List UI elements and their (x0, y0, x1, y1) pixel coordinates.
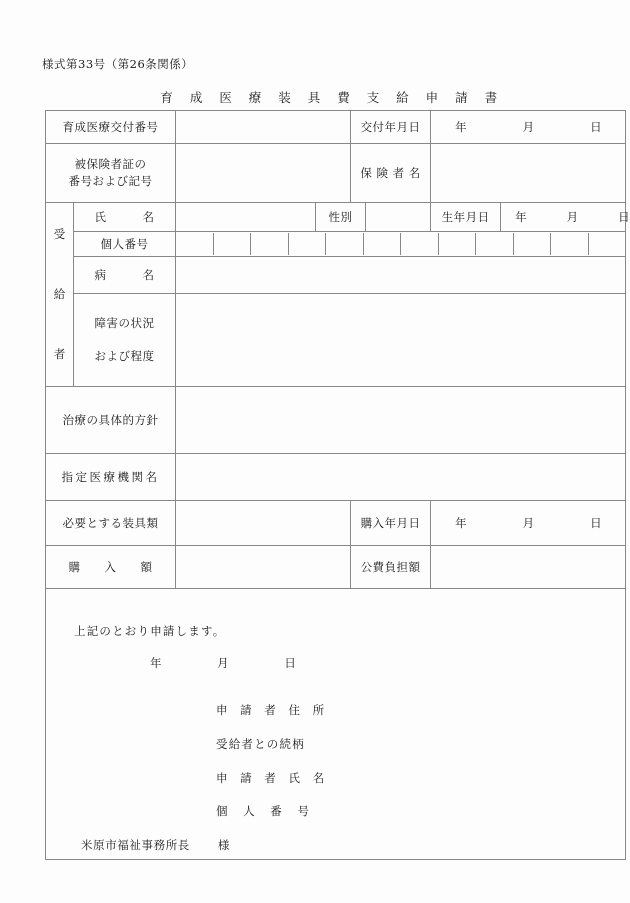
applicant-name-label: 申 請 者 氏 名 (216, 771, 329, 785)
label-recipient-name: 氏 名 (74, 203, 176, 232)
field-designated-institution[interactable] (176, 454, 626, 501)
birthdate-month-label: 月 (566, 210, 579, 224)
label-required-equipment: 必要とする装具類 (46, 501, 176, 546)
field-required-equipment[interactable] (176, 501, 351, 546)
form-number: 様式第33号（第26条関係） (42, 57, 194, 71)
label-grant-date: 交付年月日 (351, 111, 431, 144)
table-row-disease (46, 257, 626, 294)
table-row-institution (46, 454, 626, 501)
grant-date-month-label: 月 (522, 120, 535, 134)
field-mynumber-boxes[interactable] (176, 232, 626, 257)
mynumber-box[interactable] (251, 233, 289, 255)
mynumber-box[interactable] (289, 233, 327, 255)
declaration-block (46, 589, 626, 860)
label-recipient-vertical (46, 203, 74, 387)
field-insurer-name[interactable] (431, 144, 626, 203)
declaration-inner (46, 589, 625, 859)
declaration-date-month-label: 月 (217, 656, 229, 670)
birthdate-year-label: 年 (515, 210, 527, 224)
declaration-date-line (150, 655, 296, 671)
applicant-address-label: 申 請 者 住 所 (216, 703, 329, 717)
mynumber-box[interactable] (176, 233, 214, 255)
purchase-date-year-label: 年 (455, 516, 467, 530)
addressee-honorific: 様 (217, 838, 231, 852)
table-row-declaration (46, 589, 626, 860)
label-mynumber: 個人番号 (74, 232, 176, 257)
declaration-date-year-label: 年 (150, 656, 162, 670)
mynumber-box[interactable] (551, 233, 589, 255)
mynumber-box[interactable] (214, 233, 252, 255)
grant-date-day-label: 日 (590, 120, 602, 134)
label-disease-name: 病 名 (74, 257, 176, 294)
grant-date-year-label: 年 (455, 120, 467, 134)
page-title: 育 成 医 療 装 具 費 支 給 申 請 書 (160, 90, 504, 105)
recipient-char-2: 給 (53, 286, 66, 301)
label-disability-line1: 障害の状況 (94, 315, 155, 330)
mynumber-box[interactable] (514, 233, 552, 255)
addressee-line (81, 837, 230, 853)
table-row-insurance (46, 144, 626, 203)
mynumber-box[interactable] (589, 233, 626, 255)
label-insurer-name: 保 険 者 名 (351, 144, 431, 203)
declaration-statement: 上記のとおり申請します。 (74, 624, 226, 638)
recipient-char-3: 者 (53, 346, 66, 361)
mynumber-box[interactable] (326, 233, 364, 255)
recipient-char-1: 受 (53, 226, 66, 241)
label-disability (74, 294, 176, 387)
label-insurance-card-line1: 被保険者証の (74, 157, 147, 172)
recipient-label-stack (46, 205, 73, 385)
field-insurance-card[interactable] (176, 144, 351, 203)
label-disability-line2: および程度 (94, 349, 155, 364)
addressee-office: 米原市福祉事務所長 (81, 838, 190, 852)
field-disability[interactable] (176, 294, 626, 387)
table-row-grant-number (46, 111, 626, 144)
label-designated-institution: 指定医療機関名 (46, 454, 176, 501)
field-birthdate[interactable] (501, 203, 630, 232)
table-row-name (46, 203, 626, 232)
mynumber-box-group (176, 233, 625, 255)
table-row-amount (46, 546, 626, 589)
field-purchase-amount[interactable] (176, 546, 351, 589)
field-purchase-date[interactable] (431, 501, 626, 546)
label-insurance-card (46, 144, 176, 203)
field-grant-number[interactable] (176, 111, 351, 144)
table-row-mynumber (46, 232, 626, 257)
mynumber-box[interactable] (476, 233, 514, 255)
table-row-treatment (46, 387, 626, 454)
field-disease-name[interactable] (176, 257, 626, 294)
birthdate-line (501, 209, 630, 225)
field-grant-date[interactable] (431, 111, 626, 144)
relationship-to-recipient-label: 受給者との続柄 (216, 737, 305, 751)
label-gender: 性別 (316, 203, 366, 232)
purchase-date-day-label: 日 (590, 516, 602, 530)
label-purchase-date: 購入年月日 (351, 501, 431, 546)
applicant-mynumber-label: 個 人 番 号 (216, 804, 315, 818)
field-gender[interactable] (366, 203, 431, 232)
label-insurance-card-line2: 番号および記号 (68, 174, 153, 188)
field-recipient-name[interactable] (176, 203, 316, 232)
mynumber-box[interactable] (439, 233, 477, 255)
label-purchase-amount: 購 入 額 (46, 546, 176, 589)
purchase-date-line (431, 515, 625, 531)
field-public-subsidy[interactable] (431, 546, 626, 589)
label-grant-number: 育成医療交付番号 (46, 111, 176, 144)
grant-date-line (431, 119, 625, 135)
table-row-equipment (46, 501, 626, 546)
label-public-subsidy: 公費負担額 (351, 546, 431, 589)
purchase-date-month-label: 月 (522, 516, 535, 530)
declaration-date-day-label: 日 (284, 656, 296, 670)
mynumber-box[interactable] (364, 233, 402, 255)
table-row-disability (46, 294, 626, 387)
label-treatment-policy: 治療の具体的方針 (46, 387, 176, 454)
birthdate-day-label: 日 (618, 210, 630, 224)
mynumber-box[interactable] (401, 233, 439, 255)
application-form-table (45, 110, 630, 860)
field-treatment-policy[interactable] (176, 387, 626, 454)
label-birthdate: 生年月日 (431, 203, 501, 232)
